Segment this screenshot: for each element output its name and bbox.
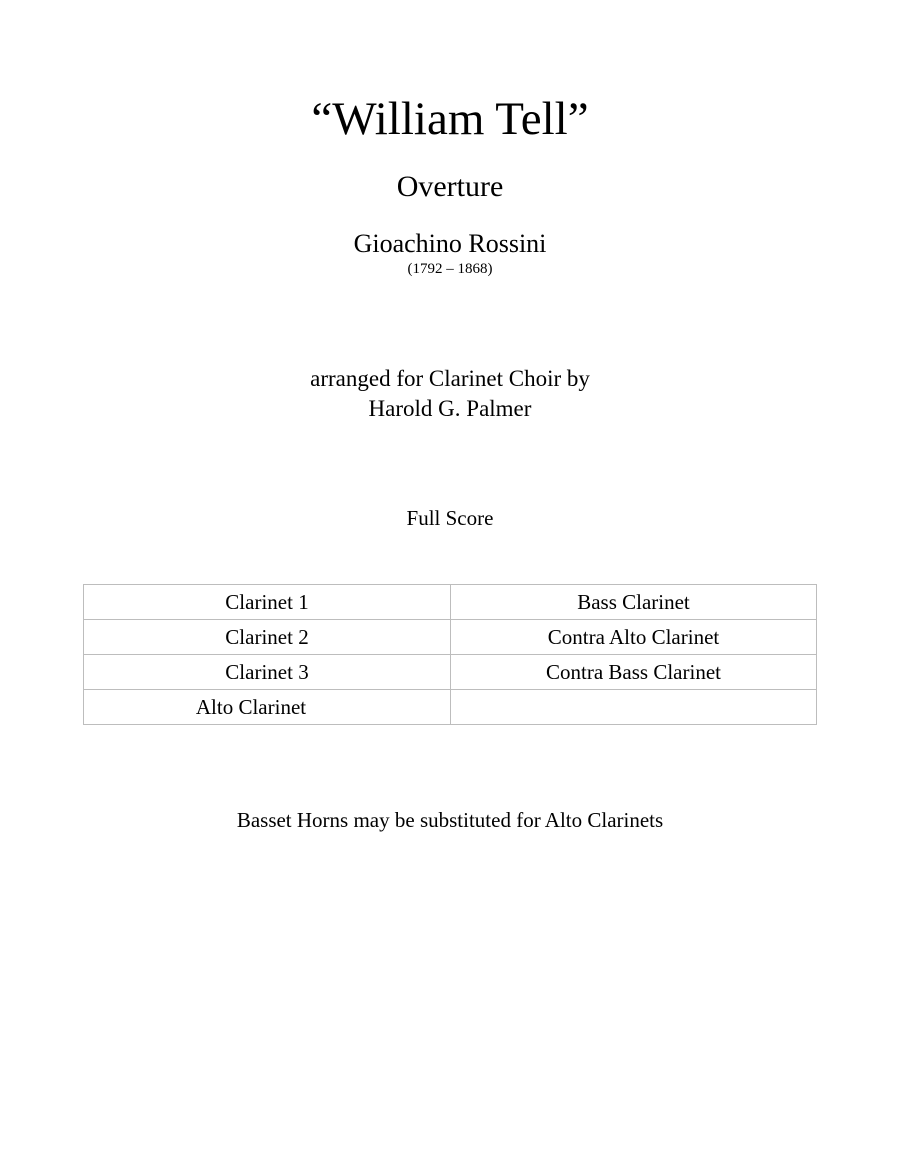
instrument-name: Contra Bass Clarinet (546, 659, 721, 684)
table-cell (84, 655, 451, 690)
table-cell (84, 690, 451, 725)
score-type-label: Full Score (406, 506, 494, 530)
instrument-name: Clarinet 2 (225, 624, 309, 649)
instrument-name: Bass Clarinet (577, 589, 690, 614)
page-title: “William Tell” (311, 93, 589, 145)
table-cell (451, 655, 817, 690)
table-cell (451, 585, 817, 620)
arrangement-credit-line-1: arranged for Clarinet Choir by (310, 366, 590, 391)
table-row (84, 585, 817, 620)
table-row (84, 620, 817, 655)
table-row (84, 690, 817, 725)
composer-dates: (1792 – 1868) (407, 261, 493, 277)
substitution-note: Basset Horns may be substituted for Alto Clarinets (236, 808, 664, 832)
instrument-name: Alto Clarinet (195, 694, 307, 719)
table-cell (451, 620, 817, 655)
page-subtitle: Overture (396, 170, 504, 203)
table-cell-empty (451, 690, 817, 725)
instrumentation-table (83, 584, 817, 725)
table-row (84, 655, 817, 690)
instrument-name: Clarinet 1 (225, 589, 309, 614)
table-cell (84, 585, 451, 620)
table-cell (84, 620, 451, 655)
arrangement-credit-line-2: Harold G. Palmer (368, 396, 532, 421)
instrument-name: Contra Alto Clarinet (547, 624, 720, 649)
composer-name: Gioachino Rossini (353, 229, 547, 258)
instrument-name: Clarinet 3 (225, 659, 309, 684)
